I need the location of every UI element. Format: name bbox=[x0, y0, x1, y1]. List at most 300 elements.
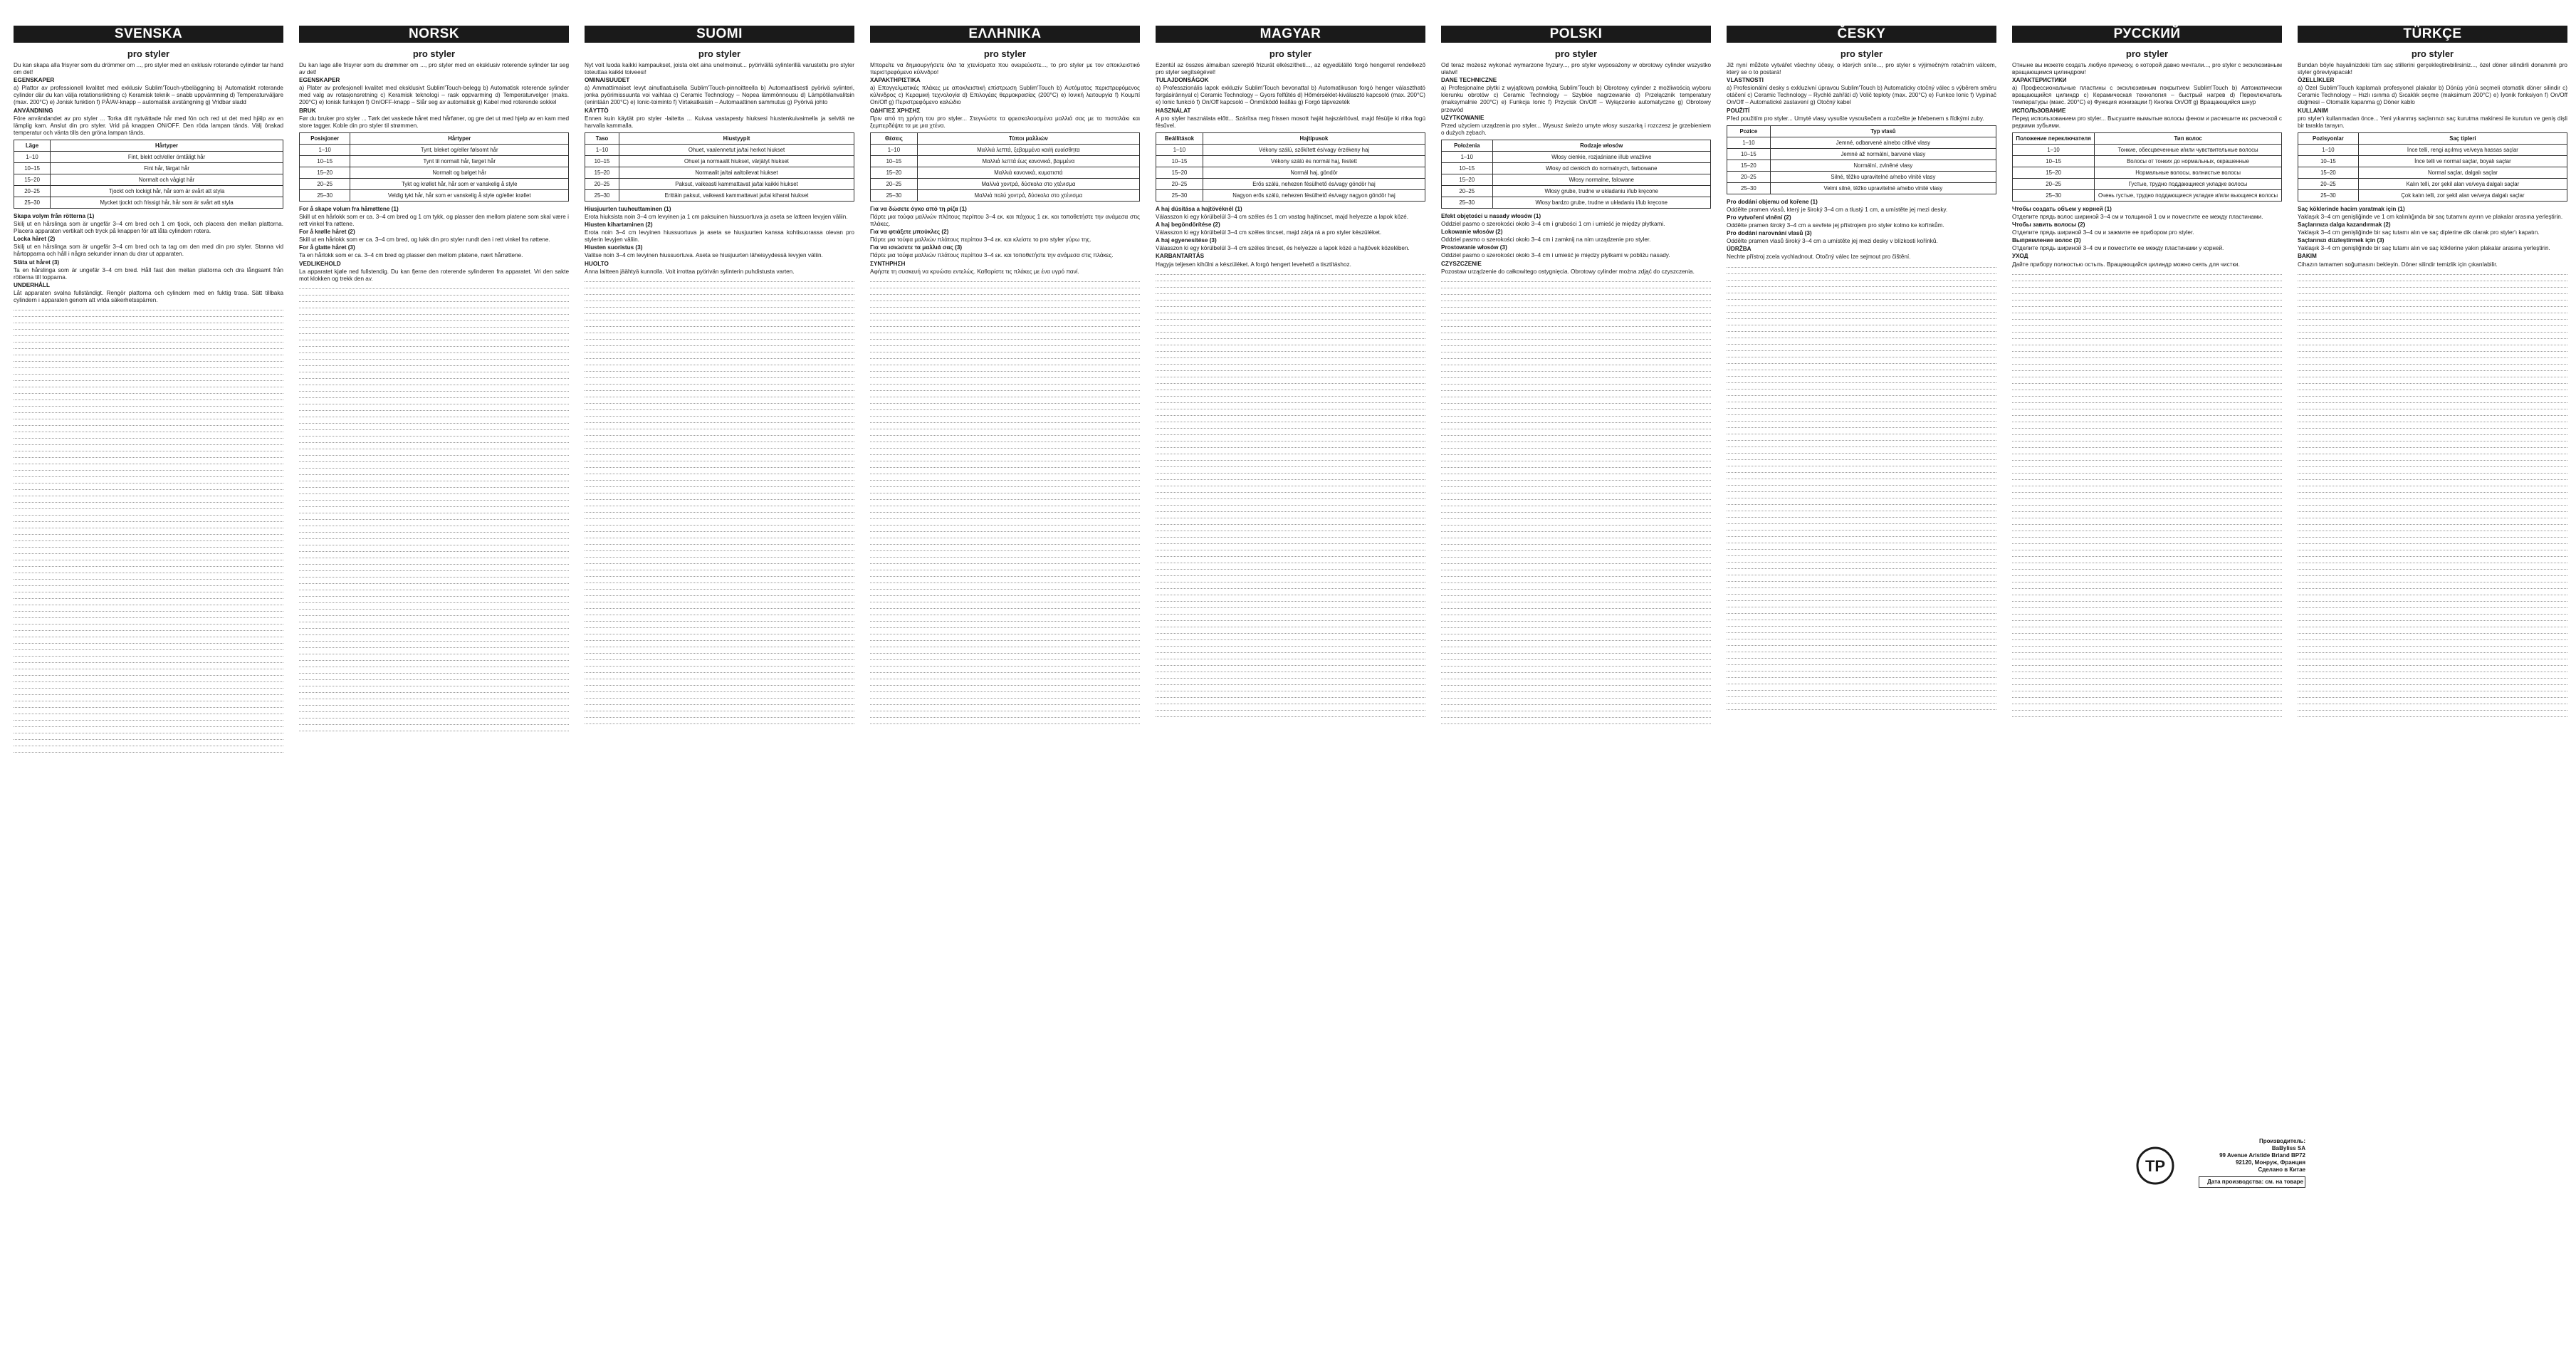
section-text: Oddělte pramen široký 3–4 cm a sevřete jej přístrojem pro styler kolmo ke kořínkům. bbox=[1727, 222, 1944, 229]
table-cell: Нормальные волосы, волнистые волосы bbox=[2095, 167, 2282, 178]
product-title: pro styler bbox=[983, 48, 1027, 59]
hair-type-table bbox=[2298, 132, 2567, 202]
table-row bbox=[585, 155, 854, 167]
small-print-line bbox=[2012, 552, 2282, 557]
small-print-line bbox=[14, 427, 283, 432]
small-print-line bbox=[870, 597, 1140, 602]
table-cell: 15–20 bbox=[1727, 160, 1771, 171]
table-cell: 20–25 bbox=[871, 178, 918, 189]
small-print-line bbox=[14, 543, 283, 548]
small-print-line bbox=[1441, 418, 1711, 423]
table-cell: 1–10 bbox=[1156, 144, 1203, 155]
small-print-line bbox=[1727, 365, 1996, 370]
section-text: Valitse noin 3–4 cm levyinen hiussuortuva. Aseta se hiusjuurten läheisyydessä levyjen väliin. bbox=[585, 252, 823, 259]
small-print-line bbox=[2012, 533, 2282, 538]
small-print-line bbox=[585, 597, 854, 602]
column-body bbox=[14, 62, 283, 753]
small-print-line bbox=[299, 540, 569, 545]
small-print-line bbox=[1441, 463, 1711, 468]
section-text: Yaklaşık 3–4 cm genişliğinde ve 1 cm kalınlığında bir saç tutamını ayırın ve plakalar arasına yerleştirin. bbox=[2298, 213, 2563, 220]
small-print-line bbox=[1727, 346, 1996, 351]
small-print-line bbox=[1727, 385, 1996, 390]
small-print-line bbox=[2298, 340, 2567, 345]
small-print-line bbox=[1727, 513, 1996, 518]
small-print-line bbox=[1156, 385, 1425, 390]
table-row bbox=[1156, 178, 1425, 189]
section-heading: A haj egyenesítése (3) bbox=[1156, 237, 1217, 244]
intro-text: Nyt voit luoda kaikki kampaukset, joista olet aina unelmoinut... pyörivällä sylinterillä varustettu pro styler toteuttaa kaikki toiveesi! bbox=[585, 62, 854, 76]
small-print-line bbox=[870, 450, 1140, 455]
small-print-line bbox=[2298, 629, 2567, 634]
small-print-line bbox=[299, 560, 569, 565]
small-print-line bbox=[14, 664, 283, 669]
table-row bbox=[1156, 167, 1425, 178]
section-text: pro styler'ı kullanmadan önce... Yeni yıkanmış saçlarınızı saç kurutma makinesi ile kurutun ve geniş dişli bir tarakla tarayın. bbox=[2298, 115, 2567, 129]
section-text: Skill ut en hårlokk som er ca. 3–4 cm bred, og lukk din pro styler rundt den i rett vinkel fra røttene. bbox=[299, 236, 550, 244]
small-print-line bbox=[2298, 385, 2567, 390]
production-date-note: Дата производства: см. на товаре bbox=[2199, 1176, 2305, 1188]
table-row bbox=[2013, 155, 2282, 167]
small-print-line bbox=[870, 649, 1140, 654]
table-cell: Włosy od cienkich do normalnych, farbowane bbox=[1492, 162, 1710, 174]
section-text: a) Plattor av professionell kvalitet med exklusiv Sublim'Touch-ytbeläggning b) Automatiskt roterande cylinder där du kan välja rotationsriktning c) Keramisk teknik – snabb uppvärmning d) Temperaturväljare (max. 200°C) e) Jonisk funktion f) PÅ/AV-knapp – automatisk avstängning g) Vridbar sladd bbox=[14, 85, 283, 106]
small-print-line bbox=[1441, 533, 1711, 538]
small-print-line bbox=[14, 414, 283, 419]
small-print-line bbox=[870, 546, 1140, 551]
small-print-line bbox=[1441, 636, 1711, 641]
small-print-line bbox=[1441, 578, 1711, 583]
table-cell: 25–30 bbox=[585, 189, 619, 201]
table-header-cell: Θέσεις bbox=[871, 132, 918, 144]
product-title: pro styler bbox=[1840, 48, 1883, 59]
small-print-line bbox=[299, 726, 569, 731]
small-print-line bbox=[14, 363, 283, 368]
small-print-line bbox=[1156, 469, 1425, 474]
small-print-line bbox=[14, 658, 283, 663]
small-print-line bbox=[299, 284, 569, 289]
table-row bbox=[1727, 137, 1996, 148]
table-header-cell: Hiustyypit bbox=[619, 132, 854, 144]
small-print-line bbox=[14, 511, 283, 516]
language-header: SUOMI bbox=[585, 26, 854, 43]
section-heading: Выпрямление волос (3) bbox=[2012, 237, 2081, 244]
small-print-line bbox=[1727, 493, 1996, 498]
table-cell: 20–25 bbox=[1727, 171, 1771, 182]
table-cell: 1–10 bbox=[2298, 144, 2359, 155]
small-print-line bbox=[870, 399, 1140, 404]
small-print-line bbox=[14, 632, 283, 637]
small-print-line bbox=[870, 668, 1140, 673]
section-heading: Släta ut håret (3) bbox=[14, 258, 60, 266]
table-cell: 20–25 bbox=[300, 178, 350, 189]
small-print-line bbox=[1727, 295, 1996, 300]
small-print-line bbox=[585, 591, 854, 596]
small-print-line bbox=[870, 642, 1140, 647]
small-print-line bbox=[2012, 565, 2282, 570]
small-print-line bbox=[585, 437, 854, 442]
hair-type-table bbox=[299, 132, 569, 202]
small-print-line bbox=[299, 675, 569, 680]
hair-type-table bbox=[14, 140, 283, 209]
small-print-line bbox=[1441, 514, 1711, 519]
small-print-line bbox=[299, 656, 569, 661]
table-cell: Vékony szálú és normál haj, festett bbox=[1203, 155, 1425, 167]
small-print-line bbox=[2298, 667, 2567, 672]
hair-type-table bbox=[870, 132, 1140, 202]
small-print-line bbox=[14, 626, 283, 631]
small-print-line bbox=[585, 495, 854, 500]
section-heading: ÖZELLİKLER bbox=[2298, 77, 2335, 84]
column-body bbox=[1156, 62, 1425, 717]
small-print-line bbox=[299, 534, 569, 539]
small-print-line bbox=[14, 652, 283, 657]
column-body bbox=[585, 62, 854, 724]
small-print-line bbox=[299, 579, 569, 584]
small-print-line bbox=[2298, 603, 2567, 608]
small-print-line bbox=[1727, 301, 1996, 306]
table-cell: 20–25 bbox=[14, 185, 51, 197]
small-print-line bbox=[1156, 494, 1425, 499]
table-cell: Очень густые, трудно поддающиеся укладке и/или вьющиеся волосы bbox=[2095, 189, 2282, 201]
small-print-line bbox=[870, 553, 1140, 558]
table-row bbox=[871, 144, 1140, 155]
small-print-line bbox=[585, 514, 854, 519]
table-cell: 10–15 bbox=[871, 155, 918, 167]
small-print-line bbox=[299, 316, 569, 321]
small-print-line bbox=[1156, 635, 1425, 640]
section-heading: For å krølle håret (2) bbox=[299, 229, 355, 236]
small-print-line bbox=[14, 440, 283, 445]
small-print-line bbox=[870, 348, 1140, 352]
small-print-line bbox=[299, 681, 569, 686]
small-print-line bbox=[14, 607, 283, 612]
small-print-line bbox=[1441, 290, 1711, 295]
small-print-line bbox=[299, 515, 569, 520]
small-print-line bbox=[870, 463, 1140, 468]
small-print-line bbox=[299, 412, 569, 417]
small-print-line bbox=[1441, 649, 1711, 654]
small-print-line bbox=[585, 559, 854, 564]
section-text: a) Επαγγελματικές πλάκες με αποκλειστική επίστρωση Sublim'Touch b) Αυτόματος περιστρεφόμενος κύλινδρος c) Κεραμική τεχνολογία d) Επιλογέας θερμοκρασίας (200°C) e) Ιονική λειτουργία f) Κουμπί On/Off g) Περιστρεφόμενο καλώδιο bbox=[870, 85, 1140, 106]
small-print-line bbox=[870, 373, 1140, 378]
small-print-line bbox=[585, 655, 854, 660]
small-print-line bbox=[1727, 282, 1996, 287]
small-print-line bbox=[2012, 404, 2282, 409]
small-print-line bbox=[2012, 590, 2282, 595]
small-print-line bbox=[585, 303, 854, 308]
small-print-line bbox=[2012, 276, 2282, 281]
section-heading: Pro dodání objemu od kořene (1) bbox=[1727, 198, 1818, 205]
small-print-line bbox=[870, 431, 1140, 436]
small-print-line bbox=[14, 671, 283, 676]
intro-text: Μπορείτε να δημιουργήσετε όλα τα χτενίσματα που ονειρεύεστε..., το pro styler με τον αποκλειστικό περιστρεφόμενο κύλινδρο! bbox=[870, 62, 1140, 76]
small-print-line bbox=[2012, 315, 2282, 320]
small-print-line bbox=[870, 367, 1140, 372]
small-print-line bbox=[870, 335, 1140, 340]
small-print-line bbox=[299, 464, 569, 469]
small-print-line bbox=[2012, 360, 2282, 365]
table-cell: 25–30 bbox=[871, 189, 918, 201]
table-row bbox=[1156, 155, 1425, 167]
small-print-line bbox=[1727, 474, 1996, 479]
table-cell: Tynt til normalt hår, farget hår bbox=[350, 155, 569, 167]
table-cell: 1–10 bbox=[871, 144, 918, 155]
table-header-cell: Тип волос bbox=[2095, 132, 2282, 144]
language-header: SVENSKA bbox=[14, 26, 283, 43]
small-print-line bbox=[585, 578, 854, 583]
small-print-line bbox=[2012, 417, 2282, 422]
small-print-line bbox=[14, 402, 283, 407]
table-row bbox=[871, 178, 1140, 189]
section-heading: KARBANTARTÁS bbox=[1156, 253, 1205, 260]
hair-type-table bbox=[1441, 140, 1711, 209]
small-print-line bbox=[585, 687, 854, 692]
small-print-line bbox=[1156, 706, 1425, 711]
section-text: a) Ammattimaiset levyt ainutlaatuisella Sublim'Touch-pinnoitteella b) Automaattisesti pyörivä sylinteri, jonka pyörimissuunta voi vaihtaa c) Ceramic Technology – Nopea lämmönnousu d) Lämpötilanvalitsin (enintään 200°C) e) Ionic-toiminto f) Virtakatkaisin – Automaattinen sammutus g) Pyörivä johto bbox=[585, 85, 854, 106]
small-print-line bbox=[299, 348, 569, 353]
small-print-line bbox=[585, 463, 854, 468]
section-heading: EGENSKAPER bbox=[299, 77, 340, 84]
section-heading: ΧΑΡΑΚΤΗΡΙΣΤΙΚΑ bbox=[870, 77, 921, 84]
small-print-line bbox=[585, 629, 854, 634]
small-print-line bbox=[1727, 372, 1996, 377]
table-row bbox=[1727, 182, 1996, 194]
small-print-line bbox=[299, 592, 569, 597]
small-print-line bbox=[2298, 283, 2567, 288]
small-print-line bbox=[299, 585, 569, 590]
small-print-line bbox=[1727, 263, 1996, 268]
table-cell: 20–25 bbox=[2298, 178, 2359, 189]
small-print-line bbox=[1441, 303, 1711, 308]
small-print-line bbox=[870, 495, 1140, 500]
small-print-line bbox=[1156, 443, 1425, 448]
table-header-cell: Hajtípusok bbox=[1203, 132, 1425, 144]
small-print-line bbox=[1727, 609, 1996, 614]
small-print-line bbox=[299, 297, 569, 302]
section-heading: EGENSKAPER bbox=[14, 77, 55, 84]
small-print-line bbox=[1156, 558, 1425, 563]
small-print-line bbox=[14, 684, 283, 689]
small-print-line bbox=[1441, 565, 1711, 570]
small-print-line bbox=[585, 508, 854, 513]
small-print-line bbox=[299, 624, 569, 629]
producer-label: Производитель: bbox=[2258, 1138, 2305, 1144]
small-print-line bbox=[585, 456, 854, 461]
small-print-line bbox=[2012, 597, 2282, 602]
small-print-line bbox=[2298, 404, 2567, 409]
table-cell: Густые, трудно поддающиеся укладке волосы bbox=[2095, 178, 2282, 189]
table-header-cell: Posisjoner bbox=[300, 132, 350, 144]
small-print-line bbox=[1156, 424, 1425, 429]
table-cell: Normální, zvlněné vlasy bbox=[1770, 160, 1996, 171]
small-print-line bbox=[585, 533, 854, 538]
table-row bbox=[1442, 197, 1711, 208]
small-print-line bbox=[14, 575, 283, 580]
small-print-line bbox=[1727, 481, 1996, 486]
table-cell: Erittäin paksut, vaikeasti kammattavat ja/tai kiharat hiukset bbox=[619, 189, 854, 201]
small-print-line bbox=[2298, 302, 2567, 307]
table-row bbox=[1727, 148, 1996, 160]
section-text: Αφήστε τη συσκευή να κρυώσει εντελώς. Καθαρίστε τις πλάκες με ένα υγρό πανί. bbox=[870, 268, 1079, 275]
small-print-line bbox=[870, 706, 1140, 711]
small-print-line bbox=[14, 325, 283, 330]
column-body bbox=[2012, 62, 2282, 717]
section-heading: Lokowanie włosów (2) bbox=[1441, 229, 1503, 236]
table-cell: İnce telli, rengi açılmış ve/veya hassas saçlar bbox=[2358, 144, 2567, 155]
small-print-line bbox=[1156, 597, 1425, 602]
small-print-line bbox=[870, 405, 1140, 410]
section-text: Válasszon ki egy körülbelül 3–4 cm széles és 1 cm vastag hajtincset, majd helyezze a lapok közé. bbox=[1156, 213, 1408, 220]
small-print-line bbox=[1727, 705, 1996, 710]
small-print-line bbox=[2298, 328, 2567, 333]
table-row bbox=[585, 178, 854, 189]
small-print-line bbox=[299, 329, 569, 334]
small-print-line bbox=[1441, 546, 1711, 551]
table-cell: 25–30 bbox=[1727, 182, 1771, 194]
small-print-line bbox=[1441, 668, 1711, 673]
small-print-line bbox=[870, 527, 1140, 532]
small-print-line bbox=[14, 517, 283, 522]
table-cell: Erős szálú, nehezen fésülhető és/vagy göndör haj bbox=[1203, 178, 1425, 189]
table-header-cell: Τύποι μαλλιών bbox=[917, 132, 1139, 144]
section-heading: A haj begöndörítése (2) bbox=[1156, 221, 1220, 229]
small-print-line bbox=[870, 412, 1140, 417]
small-print-line bbox=[14, 568, 283, 573]
small-print-line bbox=[1727, 327, 1996, 332]
section-heading: HUOLTO bbox=[585, 260, 609, 267]
small-print-line bbox=[14, 504, 283, 509]
small-print-line bbox=[2298, 494, 2567, 499]
small-print-line bbox=[2012, 699, 2282, 704]
small-print-line bbox=[1727, 276, 1996, 281]
table-cell: Jemné až normální, barvené vlasy bbox=[1770, 148, 1996, 160]
small-print-line bbox=[2012, 449, 2282, 454]
table-cell: 10–15 bbox=[300, 155, 350, 167]
small-print-line bbox=[1441, 540, 1711, 545]
small-print-line bbox=[1441, 373, 1711, 378]
small-print-line bbox=[1727, 641, 1996, 646]
small-print-line bbox=[870, 662, 1140, 667]
section-text: Erota hiuksista noin 3–4 cm levyinen ja 1 cm paksuinen hiussuortuva ja aseta se latteen levyjen väliin. bbox=[585, 213, 848, 220]
small-print-line bbox=[585, 412, 854, 417]
section-heading: ΟΔΗΓΙΕΣ ΧΡΗΣΗΣ bbox=[870, 107, 921, 114]
section-text: Oddziel pasmo o szerokości około 3–4 cm i umieść je między płytkami w pobliżu nasady. bbox=[1441, 252, 1670, 259]
small-print-line bbox=[585, 694, 854, 699]
small-print-line bbox=[2298, 437, 2567, 442]
small-print-line bbox=[299, 355, 569, 360]
table-row bbox=[871, 155, 1140, 167]
small-print-line bbox=[870, 328, 1140, 333]
small-print-line bbox=[14, 479, 283, 484]
small-print-line bbox=[2012, 302, 2282, 307]
small-print-line bbox=[585, 348, 854, 352]
small-print-line bbox=[585, 328, 854, 333]
small-print-line bbox=[1441, 315, 1711, 320]
manufacturer-info bbox=[2199, 1138, 2305, 1188]
section-heading: Prostowanie włosów (3) bbox=[1441, 244, 1507, 251]
small-print-line bbox=[1727, 634, 1996, 639]
small-print-line bbox=[2012, 526, 2282, 531]
small-print-line bbox=[1441, 431, 1711, 436]
small-print-line bbox=[2298, 443, 2567, 448]
section-text: Erota noin 3–4 cm levyinen hiussuortuva ja aseta se hiusjuurten kanssa kohtisuorassa olevan pro stylerin levyjen väliin. bbox=[585, 229, 854, 244]
small-print-line bbox=[14, 639, 283, 644]
small-print-line bbox=[1441, 469, 1711, 474]
table-row bbox=[2013, 167, 2282, 178]
small-print-line bbox=[299, 611, 569, 616]
table-cell: 10–15 bbox=[14, 162, 51, 174]
small-print-line bbox=[14, 453, 283, 458]
small-print-line bbox=[1727, 455, 1996, 460]
small-print-line bbox=[870, 591, 1140, 596]
small-print-line bbox=[2012, 398, 2282, 403]
small-print-line bbox=[870, 380, 1140, 385]
intro-text: Ezentúl az összes álmaiban szereplő frizurát elkészítheti..., az egyedülálló forgó hengerrel rendelkező pro styler segítségével! bbox=[1156, 62, 1425, 76]
small-print-line bbox=[1727, 532, 1996, 537]
small-print-line bbox=[1441, 719, 1711, 724]
section-heading: KÄYTTÖ bbox=[585, 107, 609, 114]
table-row bbox=[14, 174, 283, 185]
small-print-line bbox=[1727, 506, 1996, 511]
table-row bbox=[1442, 174, 1711, 185]
small-print-line bbox=[2012, 584, 2282, 589]
language-column bbox=[1721, 0, 2002, 1348]
small-print-line bbox=[585, 700, 854, 705]
small-print-line bbox=[585, 572, 854, 577]
section-text: Yaklaşık 3–4 cm genişliğinde bir saç tutamı alın ve saç diplerine dik olarak pro styler'ı kapatın. bbox=[2298, 229, 2540, 236]
small-print-line bbox=[585, 527, 854, 532]
small-print-line bbox=[1156, 392, 1425, 397]
table-cell: Tjockt och lockigt hår, hår som är svårt att styla bbox=[51, 185, 283, 197]
small-print-line bbox=[1441, 597, 1711, 602]
small-print-line bbox=[1727, 500, 1996, 505]
small-print-line bbox=[1156, 699, 1425, 704]
small-print-line bbox=[1727, 699, 1996, 704]
small-print-line bbox=[1156, 680, 1425, 685]
small-print-line bbox=[870, 559, 1140, 564]
small-print-line bbox=[2012, 674, 2282, 679]
small-print-line bbox=[1727, 686, 1996, 691]
small-print-line bbox=[870, 424, 1140, 429]
table-header-cell: Hårtyper bbox=[51, 140, 283, 151]
small-print-line bbox=[585, 681, 854, 686]
section-text: Oddělte pramen vlasů, který je široký 3–4 cm a tlustý 1 cm, a umístěte jej mezi desky. bbox=[1727, 206, 1948, 213]
small-print-line bbox=[14, 587, 283, 592]
small-print-line bbox=[1727, 468, 1996, 473]
small-print-line bbox=[1156, 417, 1425, 422]
table-cell: 15–20 bbox=[1156, 167, 1203, 178]
small-print-line bbox=[1441, 591, 1711, 596]
section-text: Válasszon ki egy körülbelül 3–4 cm széles tincset, és helyezze a lapok közé a hajtövek közelében. bbox=[1156, 245, 1410, 252]
table-cell: Μαλλιά λεπτά, ξεβαμμένα και/ή ευαίσθητα bbox=[917, 144, 1139, 155]
small-print-line bbox=[1156, 507, 1425, 512]
small-print-line bbox=[585, 380, 854, 385]
small-print-line bbox=[1727, 519, 1996, 524]
address-line-2: 92120, Монруж, Франция bbox=[2235, 1159, 2305, 1166]
table-header-cell: Taso bbox=[585, 132, 619, 144]
section-heading: УХОД bbox=[2012, 253, 2028, 260]
small-print-line bbox=[1156, 404, 1425, 409]
small-print-line bbox=[2298, 513, 2567, 518]
small-print-line bbox=[2012, 385, 2282, 390]
small-print-line bbox=[2012, 603, 2282, 608]
small-print-line bbox=[14, 716, 283, 721]
small-print-line bbox=[2012, 629, 2282, 634]
table-cell: 25–30 bbox=[2298, 189, 2359, 201]
small-print-line bbox=[1441, 309, 1711, 314]
small-print-line bbox=[1441, 585, 1711, 590]
section-text: a) Özel Sublim'Touch kaplamalı profesyonel plakalar b) Dönüş yönü seçmeli otomatik döner silindir c) Ceramic Technology – Hızlı ısınma d) Sıcaklık seçme (maksimum 200°C) e) İyonik fonksiyon f) On/Off düğmesi – Otomatik kapanma g) Döner kablo bbox=[2298, 85, 2567, 106]
